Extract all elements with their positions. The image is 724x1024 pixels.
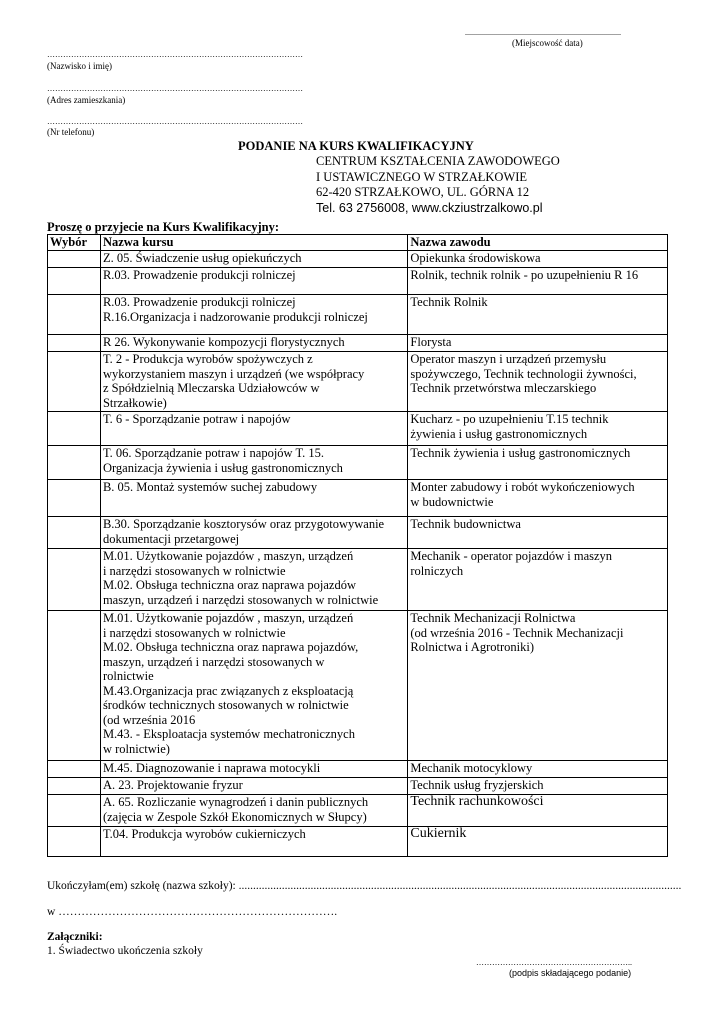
course-cell: Z. 05. Świadczenie usług opiekuńczych <box>100 251 407 268</box>
table-row <box>48 611 668 761</box>
place-date-label: (Miejscowość data) <box>512 38 583 48</box>
place-label: w <box>47 906 59 918</box>
table-row <box>48 412 668 446</box>
course-cell: M.01. Użytkowanie pojazdów , maszyn, urządzeń i narzędzi stosowanych w rolnictwie M.02. Obsługa techniczna oraz naprawa pojazdów maszyn, urządzeń i narzędzi stosowanych w rolnictwie <box>100 549 407 611</box>
choice-cell[interactable] <box>48 251 101 268</box>
course-cell: M.01. Użytkowanie pojazdów , maszyn, urządzeń i narzędzi stosowanych w rolnictwie M.02. Obsługa techniczna oraz naprawa pojazdów, maszyn, urządzeń i narzędzi stosowanych w rolnictwie M.43.Organizacja prac związanych z eksploatacją środków technicznych stosowanych w rolnictwie (od września 2016 M.43. - Eksploatacja systemów mechatronicznych w rolnictwie) <box>100 611 407 761</box>
table-row <box>48 517 668 549</box>
profession-cell: Technik usług fryzjerskich <box>408 778 668 795</box>
course-cell: A. 23. Projektowanie fryzur <box>100 778 407 795</box>
profession-cell: Technik żywienia i usług gastronomicznych <box>408 446 668 480</box>
signature-dots: ………………………………………………….. <box>476 958 632 967</box>
table-header-row <box>48 235 668 251</box>
course-cell: R 26. Wykonywanie kompozycji florystycznych <box>100 335 407 352</box>
header-profession: Nazwa zawodu <box>408 235 668 251</box>
course-cell: R.03. Prowadzenie produkcji rolniczej <box>100 268 407 295</box>
choice-cell[interactable] <box>48 446 101 480</box>
table-row <box>48 761 668 778</box>
table-row <box>48 549 668 611</box>
profession-cell: Florysta <box>408 335 668 352</box>
table-row <box>48 295 668 335</box>
choice-cell[interactable] <box>48 795 101 827</box>
table-row <box>48 778 668 795</box>
school-label: Ukończyłam(em) szkołę (nazwa szkoły): <box>47 880 239 892</box>
choice-cell[interactable] <box>48 268 101 295</box>
attachments-title: Załączniki: <box>47 931 103 943</box>
table-row <box>48 827 668 857</box>
course-cell: T. 06. Sporządzanie potraw i napojów T. 15. Organizacja żywienia i usług gastronomicznych <box>100 446 407 480</box>
choice-cell[interactable] <box>48 549 101 611</box>
course-cell: A. 65. Rozliczanie wynagrodzeń i danin publicznych (zajęcia w Zespole Szkół Ekonomicznych w Słupcy) <box>100 795 407 827</box>
phone-dots: …………………………………………………………………………………… <box>47 117 303 126</box>
profession-cell: Technik Rolnik <box>408 295 668 335</box>
profession-cell: Mechanik motocyklowy <box>408 761 668 778</box>
place-date-dots: .............................................................................. <box>465 28 621 37</box>
profession-cell: Monter zabudowy i robót wykończeniowych w budownictwie <box>408 480 668 517</box>
course-cell: B. 05. Montaż systemów suchej zabudowy <box>100 480 407 517</box>
name-label: (Nazwisko i imię) <box>47 61 112 71</box>
attachment-item: 1. Świadectwo ukończenia szkoły <box>47 945 203 957</box>
choice-cell[interactable] <box>48 778 101 795</box>
header-course: Nazwa kursu <box>100 235 407 251</box>
course-cell: B.30. Sporządzanie kosztorysów oraz przygotowywanie dokumentacji przetargowej <box>100 517 407 549</box>
table-row <box>48 795 668 827</box>
profession-cell: Rolnik, technik rolnik - po uzupełnieniu R 16 <box>408 268 668 295</box>
choice-cell[interactable] <box>48 335 101 352</box>
phone-label: (Nr telefonu) <box>47 127 95 137</box>
profession-cell: Technik Mechanizacji Rolnictwa (od września 2016 - Technik Mechanizacji Rolnictwa i Agrotroniki) <box>408 611 668 761</box>
choice-cell[interactable] <box>48 352 101 412</box>
table-row <box>48 251 668 268</box>
place-input-dots[interactable]: ………………………………………………………………. <box>58 906 338 918</box>
header-choice: Wybór <box>48 235 101 251</box>
courses-table <box>47 234 668 857</box>
document-title: PODANIE NA KURS KWALIFIKACYJNY <box>238 139 474 153</box>
table-row <box>48 352 668 412</box>
choice-cell[interactable] <box>48 412 101 446</box>
choice-cell[interactable] <box>48 827 101 857</box>
table-row <box>48 335 668 352</box>
profession-cell: Kucharz - po uzupełnieniu T.15 technik żywienia i usług gastronomicznych <box>408 412 668 446</box>
institution-block <box>316 154 560 216</box>
institution-line-2: I USTAWICZNEGO W STRZAŁKOWIE <box>316 169 528 184</box>
institution-line-3: 62-420 STRZAŁKOWO, UL. GÓRNA 12 <box>316 185 530 199</box>
choice-cell[interactable] <box>48 611 101 761</box>
choice-cell[interactable] <box>48 517 101 549</box>
choice-cell[interactable] <box>48 480 101 517</box>
profession-cell: Technik budownictwa <box>408 517 668 549</box>
table-row <box>48 268 668 295</box>
course-cell: T. 2 - Produkcja wyrobów spożywczych z wykorzystaniem maszyn i urządzeń (we współpracy z Spółdzielnią Mleczarska Udziałowców w Strzałkowie) <box>100 352 407 412</box>
profession-cell: Cukiernik <box>408 827 668 857</box>
address-label: (Adres zamieszkania) <box>47 95 126 105</box>
request-line: Proszę o przyjecie na Kurs Kwalifikacyjny: <box>47 220 280 234</box>
address-dots: …………………………………………………………………………………… <box>47 84 303 93</box>
course-cell: M.45. Diagnozowanie i naprawa motocykli <box>100 761 407 778</box>
profession-cell: Technik rachunkowości <box>408 795 668 827</box>
signature-label: (podpis składającego podanie) <box>509 968 632 978</box>
school-line <box>47 880 687 892</box>
profession-cell: Mechanik - operator pojazdów i maszyn rolniczych <box>408 549 668 611</box>
choice-cell[interactable] <box>48 761 101 778</box>
table-row <box>48 446 668 480</box>
profession-cell: Opiekunka środowiskowa <box>408 251 668 268</box>
course-cell: T.04. Produkcja wyrobów cukierniczych <box>100 827 407 857</box>
school-input-dots[interactable]: .......................................................................................................................................................... <box>238 880 682 892</box>
place-line <box>47 906 337 918</box>
institution-line-1: CENTRUM KSZTAŁCENIA ZAWODOWEGO <box>316 154 560 168</box>
institution-contact: Tel. 63 2756008, www.ckziustrzalkowo.pl <box>316 200 543 215</box>
course-cell: T. 6 - Sporządzanie potraw i napojów <box>100 412 407 446</box>
choice-cell[interactable] <box>48 295 101 335</box>
name-dots: …………………………………………………………………………………… <box>47 50 303 59</box>
table-row <box>48 480 668 517</box>
course-cell: R.03. Prowadzenie produkcji rolniczej R.16.Organizacja i nadzorowanie produkcji rolniczej <box>100 295 407 335</box>
profession-cell: Operator maszyn i urządzeń przemysłu spożywczego, Technik technologii żywności, Technik przetwórstwa mleczarskiego <box>408 352 668 412</box>
